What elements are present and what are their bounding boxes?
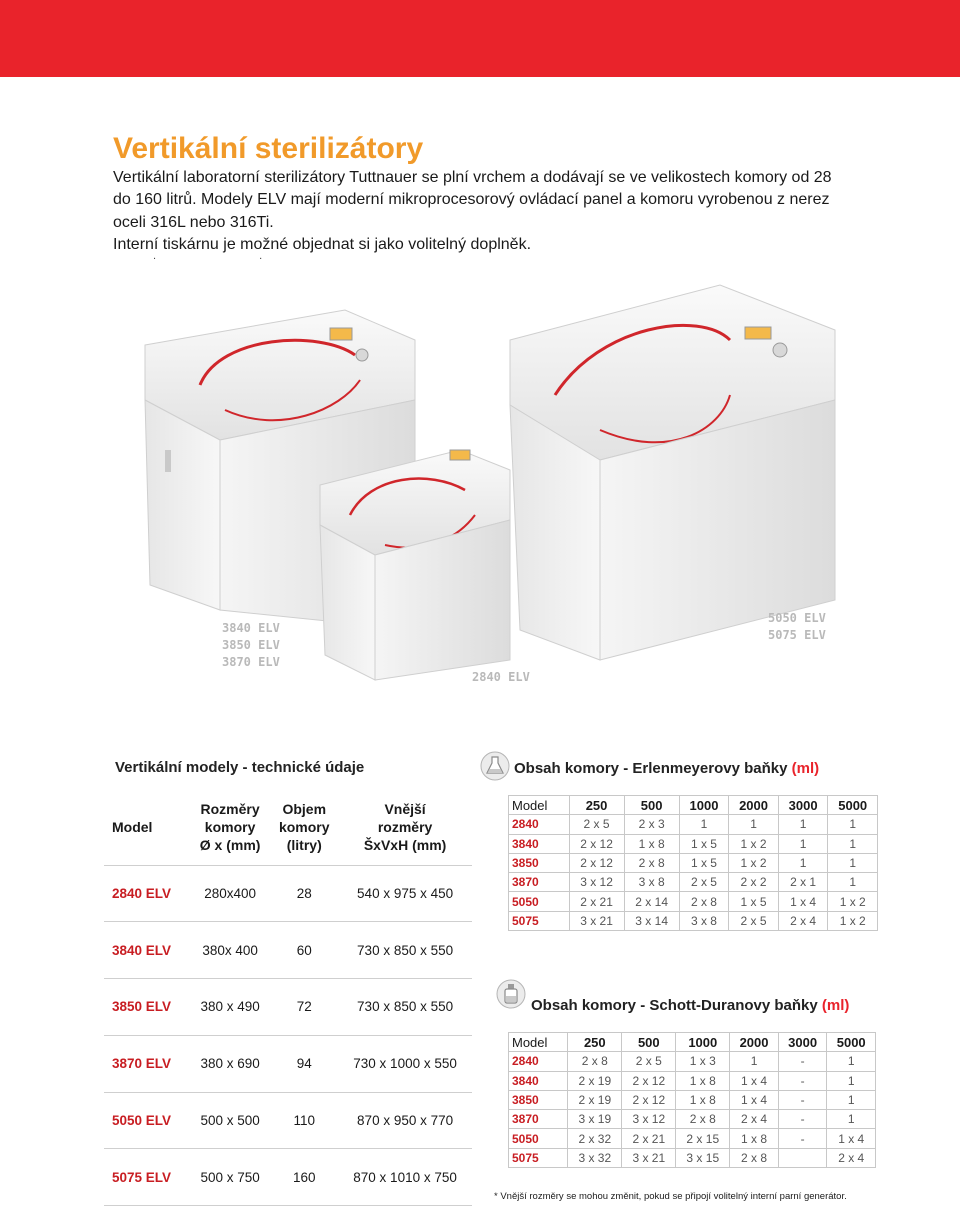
intro-line: Interní tiskárnu je možné objednat si jako volitelný doplněk.	[113, 235, 532, 253]
value-cell: 3 x 15	[676, 1148, 730, 1167]
model-cell: 2840	[509, 1052, 568, 1071]
table-header-row	[509, 796, 878, 815]
model-cell	[104, 922, 190, 979]
volume-cell: 94	[270, 1035, 338, 1092]
header-line: ŠxVxH (mm)	[363, 836, 447, 853]
value-cell: 1 x 5	[679, 853, 729, 872]
value-cell: 3 x 14	[624, 911, 679, 930]
outer-cell: 870 x 1010 x 750	[338, 1149, 472, 1206]
dims-cell: 500 x 750	[190, 1149, 270, 1206]
value-cell: 2 x 19	[568, 1071, 622, 1090]
value-cell: -	[778, 1071, 827, 1090]
table-row	[104, 1035, 472, 1092]
table-row	[509, 892, 878, 911]
value-cell: 1 x 5	[729, 892, 779, 911]
model-cell: 2840	[509, 815, 570, 834]
column-header: 5000	[827, 1033, 876, 1052]
column-header: 500	[622, 1033, 676, 1052]
value-cell: 2 x 12	[569, 853, 624, 872]
value-cell: 1	[730, 1052, 779, 1071]
spec-table-heading: Vertikální modely - technické údaje	[115, 759, 365, 776]
column-header: 3000	[778, 1033, 827, 1052]
header-line: Rozměry	[200, 800, 260, 817]
model-suffix: ELV	[142, 942, 172, 958]
model-cell	[104, 1149, 190, 1206]
stray-dots: . .	[153, 250, 313, 262]
value-cell: 2 x 8	[624, 853, 679, 872]
value-cell: 1	[828, 834, 878, 853]
value-cell: 2 x 21	[569, 892, 624, 911]
value-cell: 1 x 4	[730, 1090, 779, 1109]
value-cell: 3 x 8	[624, 873, 679, 892]
value-cell: 2 x 3	[624, 815, 679, 834]
column-header: 2000	[730, 1033, 779, 1052]
footnote: * Vnější rozměry se mohou změnit, pokud se připojí volitelný interní parní generátor.	[494, 1191, 847, 1202]
page-title: Vertikální sterilizátory	[113, 132, 424, 165]
value-cell: 1	[827, 1052, 876, 1071]
model-suffix: ELV	[142, 1169, 172, 1185]
value-cell: 2 x 8	[679, 892, 729, 911]
value-cell: 1	[827, 1090, 876, 1109]
outer-cell: 730 x 850 x 550	[338, 922, 472, 979]
schott-bottle-icon	[496, 979, 526, 1009]
value-cell: 1	[827, 1071, 876, 1090]
value-cell: 1 x 4	[778, 892, 828, 911]
col-header-volume	[270, 789, 338, 865]
model-label-2840: 2840 ELV	[472, 670, 530, 684]
table-row	[104, 865, 472, 922]
volume-cell: 160	[270, 1149, 338, 1206]
value-cell: 3 x 32	[568, 1148, 622, 1167]
outer-cell: 730 x 850 x 550	[338, 979, 472, 1036]
model-number: 5075	[112, 1169, 143, 1185]
column-header: 250	[569, 796, 624, 815]
table-row	[509, 1052, 876, 1071]
model-suffix: ELV	[142, 999, 172, 1015]
volume-cell: 110	[270, 1092, 338, 1149]
column-header: 2000	[729, 796, 779, 815]
table-row	[509, 853, 878, 872]
outer-cell: 730 x 1000 x 550	[338, 1035, 472, 1092]
value-cell: 1	[828, 873, 878, 892]
dims-cell: 380 x 690	[190, 1035, 270, 1092]
volume-cell: 28	[270, 865, 338, 922]
model-number: 3850	[112, 999, 143, 1015]
value-cell: -	[778, 1110, 827, 1129]
value-cell: -	[778, 1052, 827, 1071]
spec-table	[104, 789, 472, 1206]
model-cell: 3870	[509, 873, 570, 892]
value-cell: 1 x 8	[676, 1071, 730, 1090]
value-cell: 2 x 8	[730, 1148, 779, 1167]
model-number: 2840	[112, 885, 143, 901]
value-cell: 3 x 12	[622, 1110, 676, 1129]
value-cell: 2 x 21	[622, 1129, 676, 1148]
model-cell: 5075	[509, 911, 570, 930]
table-row	[509, 834, 878, 853]
heading-text: Obsah komory - Schott-Duranovy baňky	[531, 997, 818, 1014]
value-cell: 2 x 8	[568, 1052, 622, 1071]
column-header: Model	[509, 796, 570, 815]
value-cell: 2 x 15	[676, 1129, 730, 1148]
value-cell: 2 x 12	[622, 1090, 676, 1109]
heading-unit: (ml)	[821, 997, 850, 1014]
schott-table	[508, 1032, 876, 1168]
table-row	[104, 979, 472, 1036]
value-cell: -	[778, 1090, 827, 1109]
sterilizer-5050	[510, 285, 835, 660]
model-cell: 3840	[509, 1071, 568, 1090]
model-number: 5050	[112, 1113, 143, 1129]
table-row	[509, 1110, 876, 1129]
value-cell: 2 x 5	[569, 815, 624, 834]
column-header: 500	[624, 796, 679, 815]
value-cell: 1	[778, 815, 828, 834]
value-cell: 2 x 5	[679, 873, 729, 892]
value-cell: 2 x 8	[676, 1110, 730, 1129]
value-cell: 2 x 2	[729, 873, 779, 892]
table-header-row	[509, 1033, 876, 1052]
model-cell	[104, 979, 190, 1036]
value-cell: 2 x 5	[622, 1052, 676, 1071]
value-cell: 1 x 8	[624, 834, 679, 853]
value-cell: 1	[778, 834, 828, 853]
outer-cell: 540 x 975 x 450	[338, 865, 472, 922]
value-cell: -	[778, 1129, 827, 1148]
model-cell: 5050	[509, 892, 570, 911]
heading-text: Obsah komory - Erlenmeyerovy baňky	[514, 760, 788, 777]
model-label-3840: 3840 ELV 3850 ELV 3870 ELV	[222, 621, 280, 669]
col-header-model: Model	[104, 789, 190, 865]
column-header: 3000	[778, 796, 828, 815]
erlenmeyer-heading	[514, 760, 819, 777]
value-cell	[778, 1148, 827, 1167]
model-label-5050: 5050 ELV 5075 ELV	[768, 611, 826, 642]
header-line: Ø x (mm)	[199, 836, 261, 853]
sterilizer-2840	[320, 450, 510, 680]
intro-line: Vertikální laboratorní sterilizátory Tuttnauer se plní vrchem a dodávají se ve velikostech komory od 28	[113, 169, 832, 186]
value-cell: 1	[679, 815, 729, 834]
value-cell: 1 x 2	[729, 853, 779, 872]
intro-line: do 160 litrů. Modely ELV mají moderní mikroprocesorový ovládací panel a komoru vyrobenou z nerez	[113, 191, 830, 209]
erlenmeyer-flask-icon	[480, 751, 510, 781]
spec-table-header-row	[104, 789, 472, 865]
table-row	[509, 873, 878, 892]
value-cell: 2 x 32	[568, 1129, 622, 1148]
table-row	[509, 1090, 876, 1109]
dims-cell: 500 x 500	[190, 1092, 270, 1149]
model-cell: 3850	[509, 853, 570, 872]
value-cell: 2 x 1	[778, 873, 828, 892]
table-row	[509, 1148, 876, 1167]
header-line: Objem	[282, 800, 327, 817]
value-cell: 1 x 8	[676, 1090, 730, 1109]
outer-cell: 870 x 950 x 770	[338, 1092, 472, 1149]
schott-heading	[531, 997, 849, 1014]
table-row	[509, 1071, 876, 1090]
header-line: Vnější	[384, 800, 426, 817]
value-cell: 2 x 4	[778, 911, 828, 930]
value-cell: 3 x 8	[679, 911, 729, 930]
value-cell: 1	[778, 853, 828, 872]
value-cell: 1 x 4	[827, 1129, 876, 1148]
model-cell	[104, 1092, 190, 1149]
column-header: 250	[568, 1033, 622, 1052]
value-cell: 1 x 5	[679, 834, 729, 853]
table-row	[509, 1129, 876, 1148]
value-cell: 2 x 5	[729, 911, 779, 930]
value-cell: 3 x 19	[568, 1110, 622, 1129]
dims-cell: 380 x 490	[190, 979, 270, 1036]
volume-cell: 60	[270, 922, 338, 979]
value-cell: 1	[729, 815, 779, 834]
model-number: 3870	[112, 1056, 143, 1072]
erlenmeyer-table	[508, 795, 878, 931]
column-header: Model	[509, 1033, 568, 1052]
value-cell: 1 x 8	[730, 1129, 779, 1148]
value-cell: 1 x 4	[730, 1071, 779, 1090]
value-cell: 2 x 12	[622, 1071, 676, 1090]
value-cell: 2 x 14	[624, 892, 679, 911]
value-cell: 2 x 19	[568, 1090, 622, 1109]
value-cell: 1 x 2	[828, 892, 878, 911]
value-cell: 1 x 3	[676, 1052, 730, 1071]
model-cell: 5050	[509, 1129, 568, 1148]
table-row	[509, 911, 878, 930]
value-cell: 1 x 2	[828, 911, 878, 930]
model-suffix: ELV	[142, 885, 172, 901]
col-header-dims	[190, 789, 270, 865]
model-cell: 5075	[509, 1148, 568, 1167]
table-row	[104, 1092, 472, 1149]
header-line: rozměry	[377, 818, 433, 835]
model-cell	[104, 865, 190, 922]
model-cell: 3850	[509, 1090, 568, 1109]
heading-unit: (ml)	[791, 760, 820, 777]
top-banner	[0, 0, 960, 77]
value-cell: 3 x 12	[569, 873, 624, 892]
col-header-outer	[338, 789, 472, 865]
dims-cell: 380x 400	[190, 922, 270, 979]
model-cell: 3840	[509, 834, 570, 853]
value-cell: 1	[828, 815, 878, 834]
header-line: (litry)	[286, 836, 322, 853]
model-suffix: ELV	[142, 1056, 172, 1072]
volume-cell: 72	[270, 979, 338, 1036]
value-cell: 2 x 4	[730, 1110, 779, 1129]
header-line: komory	[204, 818, 256, 835]
value-cell: 2 x 12	[569, 834, 624, 853]
table-row	[509, 815, 878, 834]
header-line: komory	[278, 818, 330, 835]
column-header: 5000	[828, 796, 878, 815]
value-cell: 1	[827, 1110, 876, 1129]
value-cell: 1	[828, 853, 878, 872]
value-cell: 2 x 4	[827, 1148, 876, 1167]
model-number: 3840	[112, 942, 143, 958]
value-cell: 3 x 21	[622, 1148, 676, 1167]
model-suffix: ELV	[142, 1113, 172, 1129]
dims-cell: 280x400	[190, 865, 270, 922]
value-cell: 3 x 21	[569, 911, 624, 930]
column-header: 1000	[679, 796, 729, 815]
intro-line: oceli 316L nebo 316Ti.	[113, 213, 274, 231]
intro-text	[113, 167, 853, 256]
model-cell	[104, 1035, 190, 1092]
table-row	[104, 1149, 472, 1206]
table-row	[104, 922, 472, 979]
column-header: 1000	[676, 1033, 730, 1052]
model-cell: 3870	[509, 1110, 568, 1129]
value-cell: 1 x 2	[729, 834, 779, 853]
